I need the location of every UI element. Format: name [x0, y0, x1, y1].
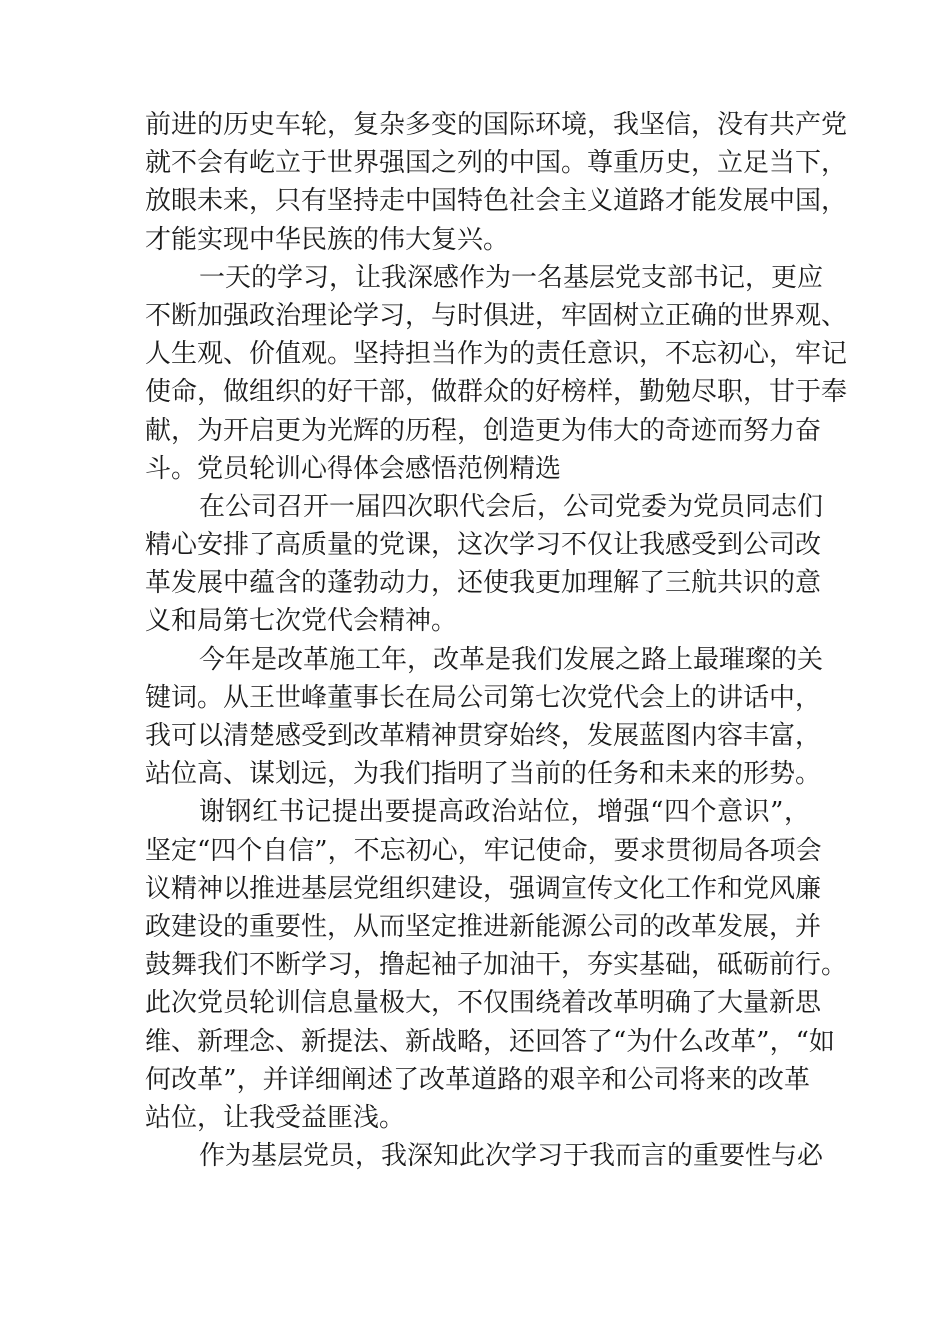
text-line: 才能实现中华民族的伟大复兴。 — [145, 224, 510, 255]
text-line: 义和局第七次党代会精神。 — [145, 606, 458, 637]
text-line: 键词。从王世峰董事长在局公司第七次党代会上的讲话中， — [145, 682, 822, 713]
paragraph-first-line: 一天的学习，让我深感作为一名基层党支部书记，更应 — [199, 262, 824, 293]
text-line: 维、新理念、新提法、新战略，还回答了“为什么改革”，“如 — [145, 1026, 835, 1057]
text-line: 站位，让我受益匪浅。 — [145, 1102, 406, 1133]
text-line: 我可以清楚感受到改革精神贯穿始终，发展蓝图内容丰富， — [145, 721, 822, 751]
text-line: 使命，做组织的好干部，做群众的好榜样，勤勉尽职，甘于奉 — [145, 377, 848, 408]
text-line: 前进的历史车轮，复杂多变的国际环境，我坚信，没有共产党 — [145, 110, 848, 140]
paragraph-first-line: 谢钢红书记提出要提高政治站位，增强“四个意识”， — [199, 797, 810, 828]
document-body — [145, 106, 848, 1175]
text-line: 精心安排了高质量的党课，这次学习不仅让我感受到公司改 — [145, 530, 822, 561]
text-line: 人生观、价值观。坚持担当作为的责任意识，不忘初心，牢记 — [145, 339, 848, 370]
text-line: 鼓舞我们不断学习，撸起袖子加油干，夯实基础，砥砺前行。 — [145, 950, 848, 981]
text-line: 革发展中蕴含的蓬勃动力，还使我更加理解了三航共识的意 — [145, 568, 822, 599]
paragraph-first-line: 今年是改革施工年，改革是我们发展之路上最璀璨的关 — [199, 644, 824, 675]
text-line: 政建设的重要性，从而坚定推进新能源公司的改革发展，并 — [145, 911, 822, 942]
text-line: 何改革”，并详细阐述了改革道路的艰辛和公司将来的改革 — [145, 1064, 810, 1095]
text-line: 献，为开启更为光辉的历程，创造更为伟大的奇迹而努力奋 — [145, 415, 822, 446]
text-line: 放眼未来，只有坚持走中国特色社会主义道路才能发展中国， — [145, 186, 848, 217]
text-line: 斗。党员轮训心得体会感悟范例精选 — [145, 453, 562, 484]
text-line: 不断加强政治理论学习，与时俱进，牢固树立正确的世界观、 — [145, 300, 848, 331]
text-line: 站位高、谋划远，为我们指明了当前的任务和未来的形势。 — [145, 759, 822, 790]
paragraph-first-line: 作为基层党员，我深知此次学习于我而言的重要性与必 — [199, 1141, 824, 1172]
text-line: 议精神以推进基层党组织建设，强调宣传文化工作和党风廉 — [145, 873, 822, 904]
text-line: 坚定“四个自信”，不忘初心，牢记使命，要求贯彻局各项会 — [145, 835, 822, 866]
paragraph-first-line: 在公司召开一届四次职代会后，公司党委为党员同志们 — [199, 491, 824, 522]
text-line: 就不会有屹立于世界强国之列的中国。尊重历史，立足当下， — [145, 148, 848, 179]
text-line: 此次党员轮训信息量极大，不仅围绕着改革明确了大量新思 — [145, 988, 822, 1019]
